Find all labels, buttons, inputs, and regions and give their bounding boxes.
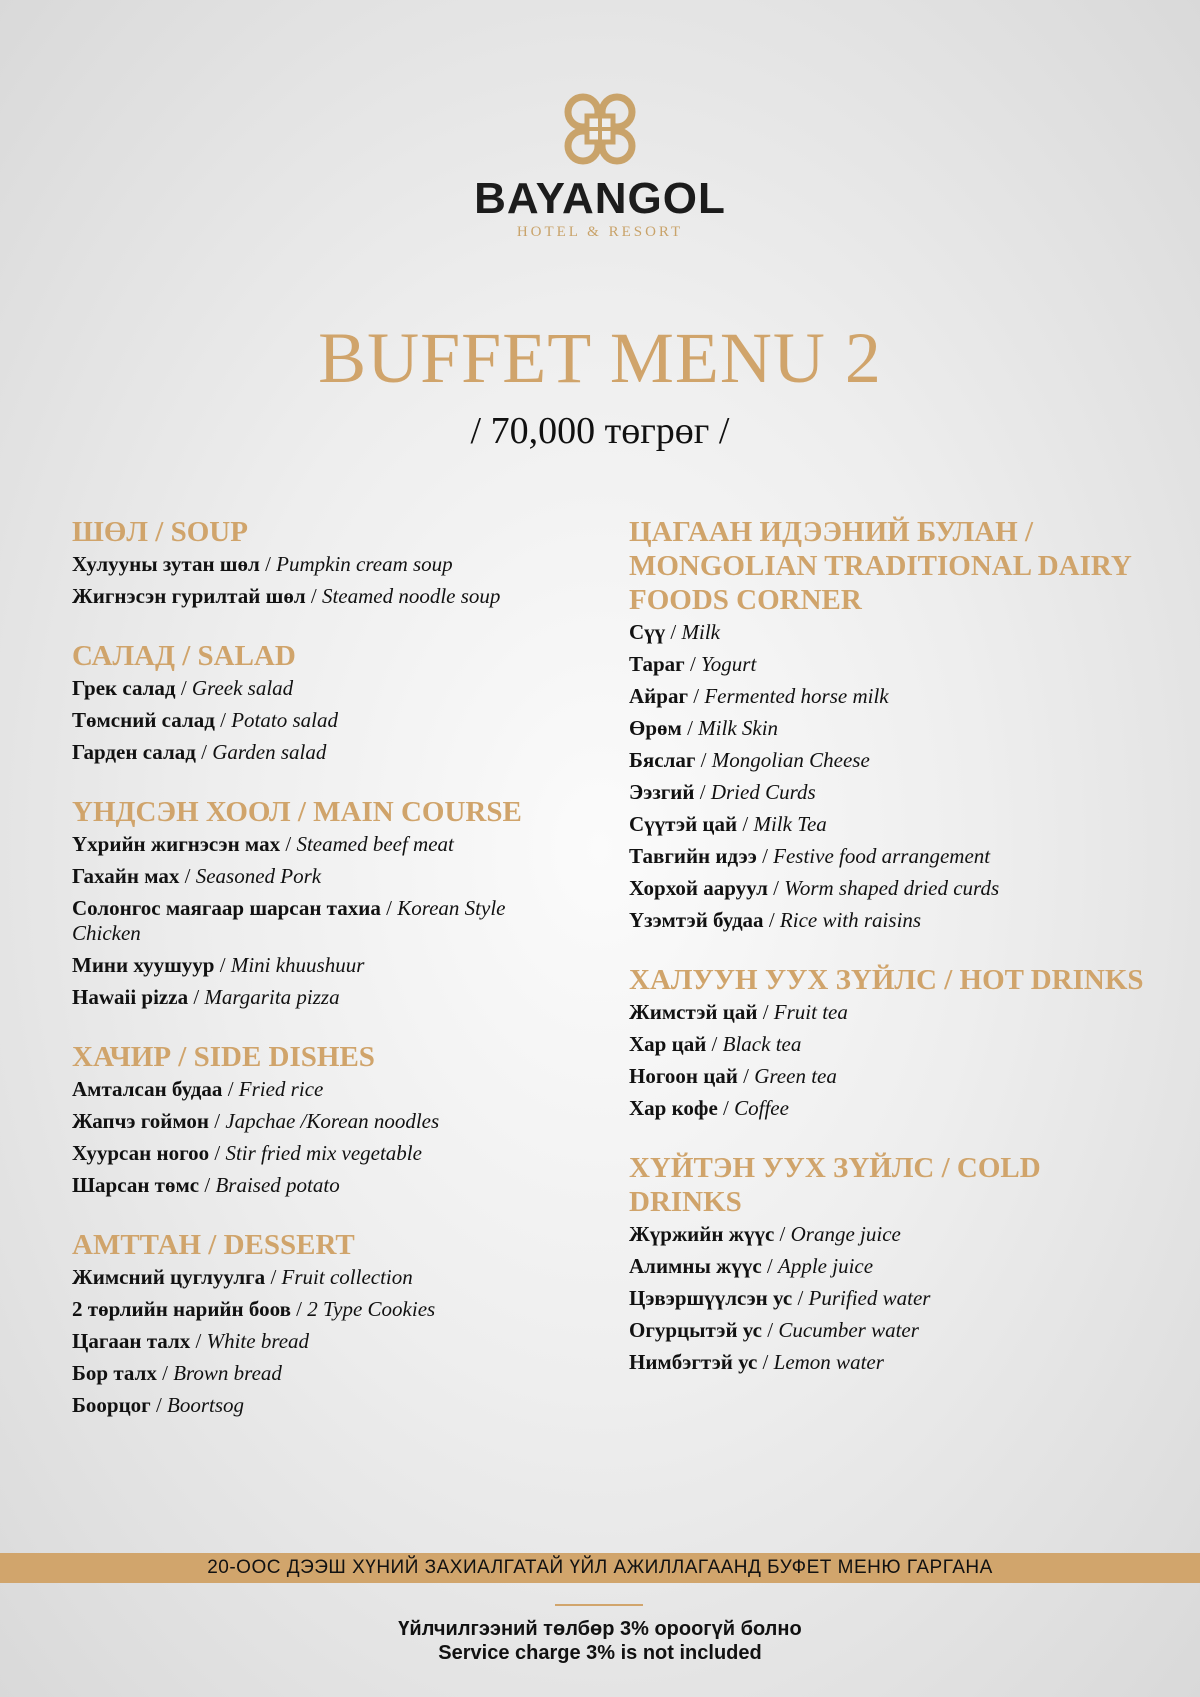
- menu-item: Тавгийн идээ / Festive food arrangement: [629, 844, 991, 868]
- item-name-mn: Шарсан төмс: [72, 1173, 200, 1197]
- item-name-en: Steamed beef meat: [296, 832, 454, 856]
- menu-item: Цагаан талх / White bread: [72, 1329, 310, 1353]
- item-name-mn: Алимны жүүс: [629, 1254, 762, 1278]
- menu-item: Айраг / Fermented horse milk: [629, 684, 889, 708]
- section-title: ХАЛУУН УУХ ЗҮЙЛС / HOT DRINKS: [629, 964, 1144, 996]
- item-name-mn: Хулууны зутан шөл: [72, 552, 260, 576]
- menu-item: Жапчэ гоймон / Japchae /Korean noodles: [72, 1109, 440, 1133]
- item-name-mn: Солонгос маягаар шарсан тахиа: [72, 896, 381, 920]
- item-name-mn: Өрөм: [629, 716, 682, 740]
- item-name-en: Mini khuushuur: [230, 953, 365, 977]
- item-name-mn: Цагаан талх: [72, 1329, 191, 1353]
- item-name-mn: Гарден салад: [72, 740, 196, 764]
- item-name-en: Worm shaped dried curds: [784, 876, 1000, 900]
- item-name-en: Rice with raisins: [779, 908, 922, 932]
- hotel-logo: [0, 86, 1200, 241]
- menu-section: [72, 639, 572, 765]
- brand-name: BAYANGOL: [474, 174, 726, 223]
- menu-item: Сүүтэй цай / Milk Tea: [629, 812, 827, 836]
- item-name-mn: Гахайн мах: [72, 864, 180, 888]
- service-note-en: Service charge 3% is not included: [438, 1642, 762, 1664]
- item-name-en: Mongolian Cheese: [711, 748, 870, 772]
- item-name-en: Greek salad: [191, 676, 294, 700]
- item-name-mn: Хорхой ааруул: [629, 876, 768, 900]
- item-name-en: Yogurt: [701, 652, 757, 676]
- item-name-en: Festive food arrangement: [773, 844, 991, 868]
- item-name-mn: Огурцытэй ус: [629, 1318, 762, 1342]
- menu-item: Хуурсан ногоо / Stir fried mix vegetable: [72, 1141, 422, 1165]
- menu-item: 2 төрлийн нарийн боов / 2 Type Cookies: [72, 1297, 436, 1321]
- menu-item: Сүү / Milk: [629, 620, 720, 644]
- item-name-en: Potato salad: [231, 708, 338, 732]
- item-name-mn: Бяслаг: [629, 748, 696, 772]
- section-title: ЦАГААН ИДЭЭНИЙ БУЛАН / MONGOLIAN TRADITIONAL DAIRY FOODS CORNER: [629, 516, 1131, 616]
- item-name-mn: 2 төрлийн нарийн боов: [72, 1297, 291, 1321]
- item-name-en: Fermented horse milk: [704, 684, 889, 708]
- menu-section: [72, 1040, 572, 1198]
- menu-item: Амталсан будаа / Fried rice: [72, 1077, 324, 1101]
- item-name-mn: Грек салад: [72, 676, 176, 700]
- menu-item: Ногоон цай / Green tea: [629, 1064, 837, 1088]
- item-name-en: Fruit collection: [281, 1265, 413, 1289]
- item-name-mn: Ногоон цай: [629, 1064, 738, 1088]
- menu-item: Өрөм / Milk Skin: [629, 716, 779, 740]
- item-name-mn: Тараг: [629, 652, 685, 676]
- item-name-mn: Сүү: [629, 620, 666, 644]
- item-name-en: Margarita pizza: [204, 985, 340, 1009]
- menu-item: Огурцытэй ус / Cucumber water: [629, 1318, 919, 1342]
- item-name-en: Purified water: [808, 1286, 931, 1310]
- menu-item: Хулууны зутан шөл / Pumpkin cream soup: [72, 552, 453, 576]
- item-name-en: Boortsog: [167, 1393, 245, 1417]
- menu-item: Хорхой ааруул / Worm shaped dried curds: [629, 876, 1000, 900]
- item-name-en: Dried Curds: [710, 780, 816, 804]
- item-name-mn: Жүржийн жүүс: [629, 1222, 775, 1246]
- item-name-en: White bread: [206, 1329, 310, 1353]
- item-name-mn: Хуурсан ногоо: [72, 1141, 210, 1165]
- item-name-en: Black tea: [722, 1032, 802, 1056]
- item-name-en: Milk: [681, 620, 720, 644]
- section-title: САЛАД / SALAD: [72, 640, 296, 672]
- menu-item: Төмсний салад / Potato salad: [72, 708, 338, 732]
- item-name-en: Pumpkin cream soup: [276, 552, 453, 576]
- menu-item: Жимстэй цай / Fruit tea: [629, 1000, 848, 1024]
- left-column: [72, 515, 572, 1448]
- footer-band: 20-ООС ДЭЭШ ХҮНИЙ ЗАХИАЛГАТАЙ ҮЙЛ АЖИЛЛАГААНД БУФЕТ МЕНЮ ГАРГАНА: [0, 1553, 1200, 1583]
- menu-item: Тараг / Yogurt: [629, 652, 757, 676]
- item-name-en: Korean Style Chicken: [72, 896, 506, 945]
- menu-item: Шарсан төмс / Braised potato: [72, 1173, 340, 1197]
- menu-item: Жигнэсэн гурилтай шөл / Steamed noodle soup: [72, 584, 501, 608]
- menu-item: Гарден салад / Garden salad: [72, 740, 327, 764]
- menu-item: Жимсний цуглуулга / Fruit collection: [72, 1265, 413, 1289]
- item-name-en: Milk Skin: [698, 716, 779, 740]
- item-name-mn: Жимстэй цай: [629, 1000, 758, 1024]
- item-name-mn: Хар кофе: [629, 1096, 718, 1120]
- menu-item: Гахайн мах / Seasoned Pork: [72, 864, 322, 888]
- item-name-en: Japchae /Korean noodles: [225, 1109, 440, 1133]
- menu-title: BUFFET MENU 2: [318, 318, 882, 398]
- brand-tagline: HOTEL & RESORT: [516, 224, 684, 240]
- knot-emblem-icon: [557, 86, 643, 172]
- divider: [555, 1604, 643, 1606]
- item-name-mn: Үхрийн жигнэсэн мах: [72, 832, 281, 856]
- right-column: [629, 515, 1149, 1405]
- section-title: ХҮЙТЭН УУХ ЗҮЙЛС / COLD DRINKS: [629, 1152, 1041, 1218]
- item-name-mn: Үзэмтэй будаа: [629, 908, 764, 932]
- item-name-mn: Хар цай: [629, 1032, 707, 1056]
- item-name-en: Orange juice: [790, 1222, 901, 1246]
- item-name-mn: Тавгийн идээ: [629, 844, 757, 868]
- item-name-mn: Нимбэгтэй ус: [629, 1350, 758, 1374]
- item-name-en: Garden salad: [212, 740, 327, 764]
- menu-item: Солонгос маягаар шарсан тахиа / Korean Style Chicken: [72, 896, 506, 945]
- item-name-mn: Ээзгий: [629, 780, 695, 804]
- menu-section: [72, 515, 572, 609]
- item-name-mn: Жигнэсэн гурилтай шөл: [72, 584, 306, 608]
- menu-item: Мини хуушуур / Mini khuushuur: [72, 953, 365, 977]
- menu-item: Боорцог / Boortsog: [72, 1393, 245, 1417]
- menu-section: [72, 1228, 572, 1418]
- item-name-en: Cucumber water: [778, 1318, 919, 1342]
- menu-item: Грек салад / Greek salad: [72, 676, 294, 700]
- item-name-en: Fried rice: [238, 1077, 324, 1101]
- item-name-en: Coffee: [734, 1096, 789, 1120]
- menu-item: Хар кофе / Coffee: [629, 1096, 789, 1120]
- section-title: АМТТАН / DESSERT: [72, 1229, 355, 1261]
- item-name-en: Braised potato: [215, 1173, 340, 1197]
- menu-section: [629, 515, 1149, 933]
- item-name-mn: Айраг: [629, 684, 688, 708]
- menu-item: Хар цай / Black tea: [629, 1032, 802, 1056]
- menu-item: Бяслаг / Mongolian Cheese: [629, 748, 870, 772]
- item-name-en: Stir fried mix vegetable: [225, 1141, 422, 1165]
- section-title: ХАЧИР / SIDE DISHES: [72, 1041, 375, 1073]
- service-note: [0, 1617, 1200, 1665]
- menu-price: / 70,000 төгрөг /: [470, 410, 730, 452]
- item-name-mn: Боорцог: [72, 1393, 151, 1417]
- menu-item: Үзэмтэй будаа / Rice with raisins: [629, 908, 922, 932]
- section-title: ШӨЛ / SOUP: [72, 516, 248, 548]
- item-name-mn: Жимсний цуглуулга: [72, 1265, 266, 1289]
- menu-item: Ээзгий / Dried Curds: [629, 780, 816, 804]
- item-name-en: Brown bread: [173, 1361, 282, 1385]
- item-name-en: Seasoned Pork: [195, 864, 322, 888]
- item-name-mn: Амталсан будаа: [72, 1077, 223, 1101]
- menu-item: Алимны жүүс / Apple juice: [629, 1254, 874, 1278]
- service-note-mn: Үйлчилгээний төлбөр 3% ороогүй болно: [398, 1618, 802, 1640]
- menu-item: Цэвэршүүлсэн ус / Purified water: [629, 1286, 931, 1310]
- item-name-mn: Мини хуушуур: [72, 953, 215, 977]
- item-name-en: Lemon water: [773, 1350, 884, 1374]
- item-name-en: Milk Tea: [753, 812, 827, 836]
- item-name-en: Apple juice: [778, 1254, 874, 1278]
- item-name-mn: Бор талх: [72, 1361, 157, 1385]
- item-name-en: 2 Type Cookies: [307, 1297, 436, 1321]
- menu-item: Hawaii pizza / Margarita pizza: [72, 985, 340, 1009]
- section-title: ҮНДСЭН ХООЛ / MAIN COURSE: [72, 796, 522, 828]
- menu-item: Үхрийн жигнэсэн мах / Steamed beef meat: [72, 832, 454, 856]
- menu-item: Жүржийн жүүс / Orange juice: [629, 1222, 901, 1246]
- item-name-en: Steamed noodle soup: [321, 584, 501, 608]
- item-name-mn: Цэвэршүүлсэн ус: [629, 1286, 793, 1310]
- item-name-en: Fruit tea: [773, 1000, 848, 1024]
- menu-section: [629, 963, 1149, 1121]
- item-name-mn: Сүүтэй цай: [629, 812, 738, 836]
- menu-item: Бор талх / Brown bread: [72, 1361, 282, 1385]
- menu-section: [72, 795, 572, 1010]
- menu-item: Нимбэгтэй ус / Lemon water: [629, 1350, 884, 1374]
- item-name-mn: Hawaii pizza: [72, 985, 189, 1009]
- item-name-mn: Жапчэ гоймон: [72, 1109, 209, 1133]
- menu-section: [629, 1151, 1149, 1375]
- item-name-en: Green tea: [754, 1064, 837, 1088]
- item-name-mn: Төмсний салад: [72, 708, 215, 732]
